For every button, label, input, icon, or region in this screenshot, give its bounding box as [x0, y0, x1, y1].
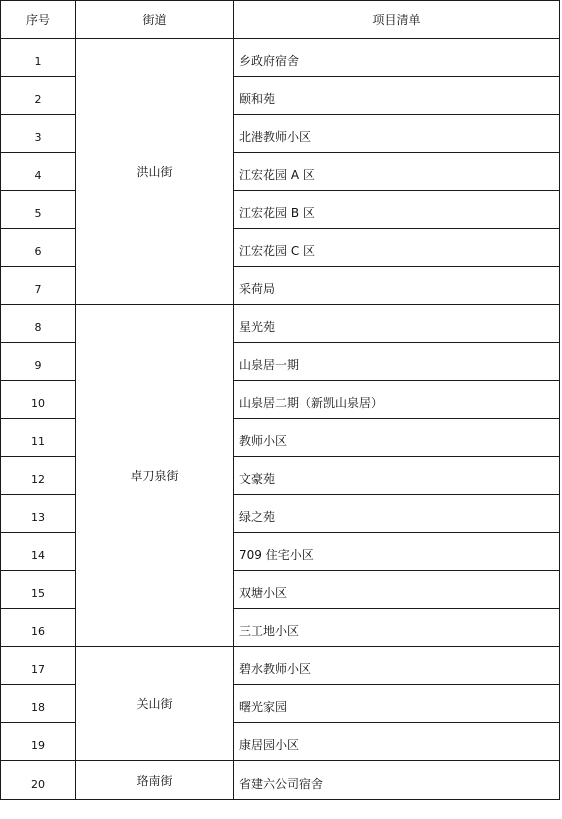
row-index: 9 — [1, 343, 76, 381]
row-index: 5 — [1, 191, 76, 229]
table-row — [1, 761, 560, 800]
project-item: 星光苑 — [234, 305, 560, 343]
row-index: 2 — [1, 77, 76, 115]
row-index: 15 — [1, 571, 76, 609]
row-index: 1 — [1, 39, 76, 77]
row-index: 19 — [1, 723, 76, 761]
table-row — [1, 39, 560, 77]
project-item: 康居园小区 — [234, 723, 560, 761]
table-row — [1, 305, 560, 343]
header-index: 序号 — [1, 1, 76, 39]
header-street: 街道 — [76, 1, 234, 39]
row-index: 16 — [1, 609, 76, 647]
project-item: 采荷局 — [234, 267, 560, 305]
street-name: 卓刀泉街 — [76, 305, 234, 647]
row-index: 7 — [1, 267, 76, 305]
project-item: 绿之苑 — [234, 495, 560, 533]
project-item: 教师小区 — [234, 419, 560, 457]
row-index: 6 — [1, 229, 76, 267]
project-item: 三工地小区 — [234, 609, 560, 647]
header-items: 项目清单 — [234, 1, 560, 39]
project-item: 颐和苑 — [234, 77, 560, 115]
row-index: 18 — [1, 685, 76, 723]
row-index: 4 — [1, 153, 76, 191]
project-item: 双塘小区 — [234, 571, 560, 609]
project-item: 江宏花园 A 区 — [234, 153, 560, 191]
row-index: 3 — [1, 115, 76, 153]
row-index: 8 — [1, 305, 76, 343]
project-item: 曙光家园 — [234, 685, 560, 723]
table-body — [1, 39, 560, 800]
row-index: 11 — [1, 419, 76, 457]
project-item: 乡政府宿舍 — [234, 39, 560, 77]
project-item: 北港教师小区 — [234, 115, 560, 153]
street-name: 珞南街 — [76, 761, 234, 800]
row-index: 12 — [1, 457, 76, 495]
project-item: 文豪苑 — [234, 457, 560, 495]
header-row — [1, 1, 560, 39]
project-item: 709 住宅小区 — [234, 533, 560, 571]
row-index: 17 — [1, 647, 76, 685]
row-index: 13 — [1, 495, 76, 533]
project-item: 江宏花园 B 区 — [234, 191, 560, 229]
project-item: 省建六公司宿舍 — [234, 761, 560, 800]
project-item: 碧水教师小区 — [234, 647, 560, 685]
row-index: 10 — [1, 381, 76, 419]
table-header — [1, 1, 560, 39]
table-row — [1, 647, 560, 685]
project-item: 山泉居二期（新凯山泉居） — [234, 381, 560, 419]
row-index: 14 — [1, 533, 76, 571]
street-name: 洪山街 — [76, 39, 234, 305]
project-item: 山泉居一期 — [234, 343, 560, 381]
street-name: 关山街 — [76, 647, 234, 761]
row-index: 20 — [1, 761, 76, 800]
project-item: 江宏花园 C 区 — [234, 229, 560, 267]
